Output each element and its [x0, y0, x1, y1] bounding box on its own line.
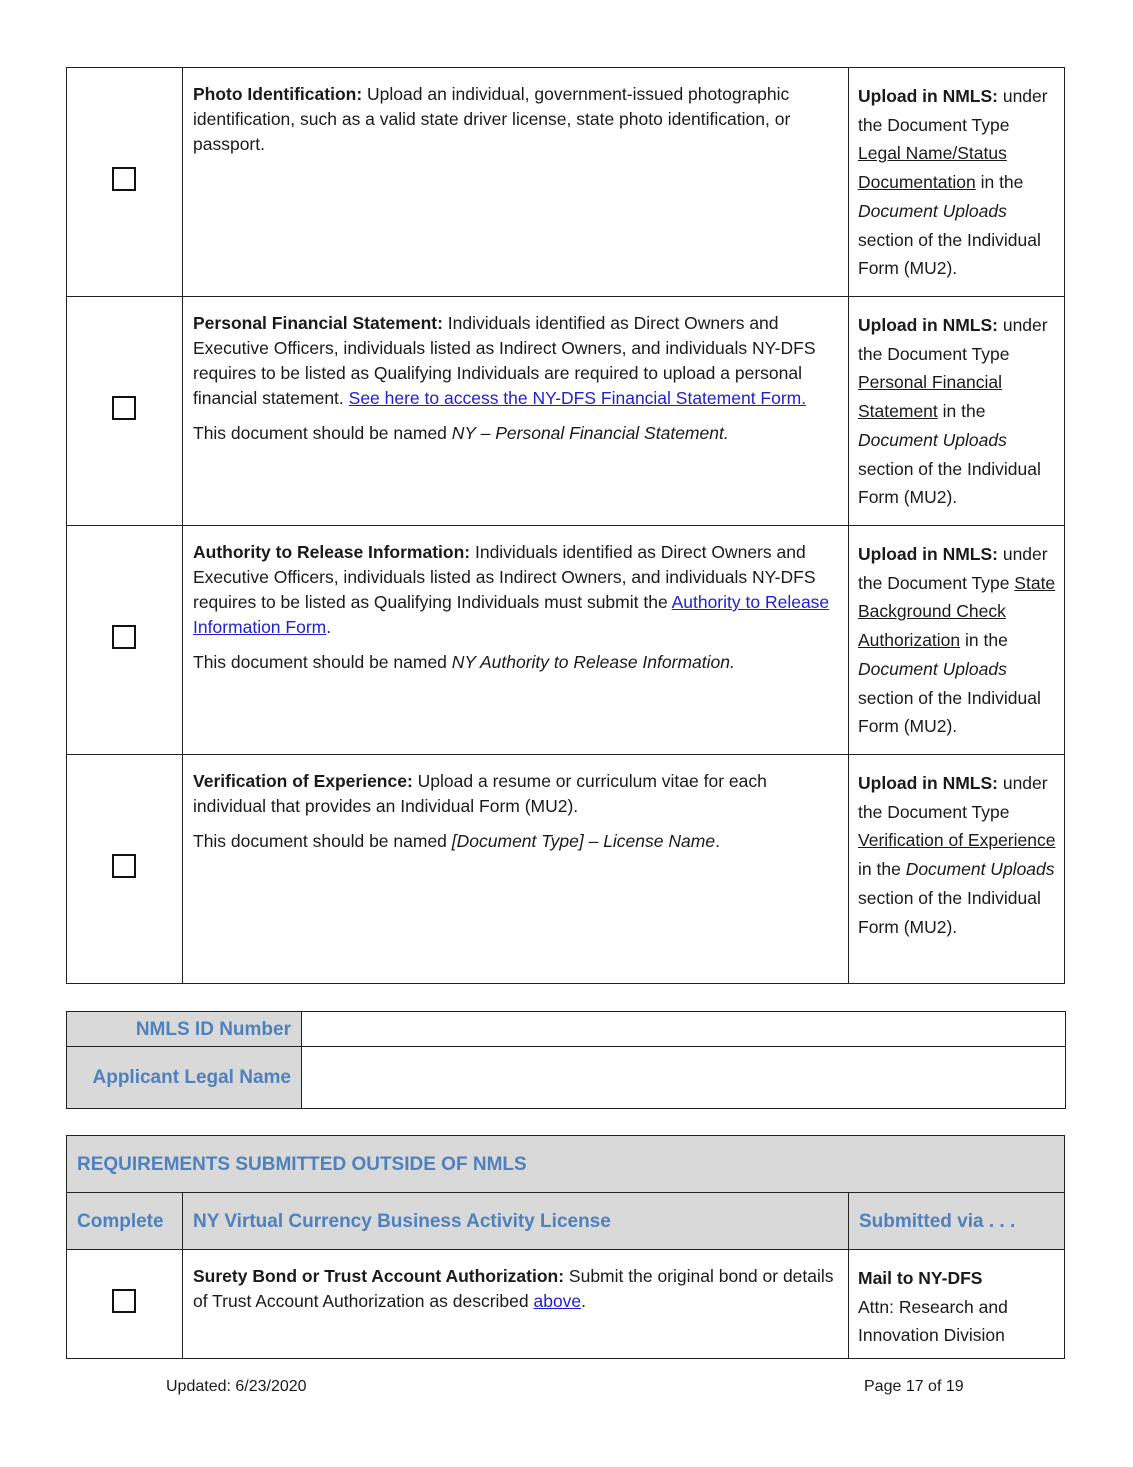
- column-header-license: NY Virtual Currency Business Activity License: [183, 1193, 849, 1250]
- authority-release-description: Authority to Release Information: Individuals identified as Direct Owners and Executive Officers, individuals listed as Indirect Owners, and individuals NY-DFS requires to be listed as Qualifying Individuals must submit the Authority to Release Information Form.: [193, 542, 830, 637]
- photo-id-description: Photo Identification: Upload an individual, government-issued photographic identification, such as a valid state driver license, state photo identification, or passport.: [193, 84, 791, 154]
- applicant-id-table: [66, 1011, 1066, 1109]
- authority-release-upload-instructions: Upload in NMLS: under the Document Type State Background Check Authorization in the Document Uploads section of the Individual Form (MU2).: [849, 526, 1065, 755]
- verification-experience-naming: This document should be named [Document Type] – License Name.: [193, 831, 720, 851]
- outside-requirements-table: [66, 1135, 1065, 1359]
- surety-bond-description: Surety Bond or Trust Account Authorization: Submit the original bond or details of Trust Account Authorization as described above.: [193, 1266, 834, 1311]
- photo-id-upload-instructions: Upload in NMLS: under the Document Type Legal Name/Status Documentation in the Document Uploads section of the Individual Form (MU2).: [849, 68, 1065, 297]
- nmls-id-field[interactable]: [302, 1012, 1066, 1047]
- requirement-row-photo-id: [67, 68, 1065, 297]
- requirement-row-verification-experience: [67, 755, 1065, 984]
- page-number: Page 17 of 19: [864, 1378, 964, 1395]
- requirement-row-financial-statement: [67, 297, 1065, 526]
- nmls-id-label: NMLS ID Number: [67, 1012, 302, 1047]
- doc-type-verification-experience: Verification of Experience: [858, 830, 1056, 851]
- requirement-row-authority-release: [67, 526, 1065, 755]
- surety-bond-submission-method: Mail to NY-DFS Attn: Research and Innovation Division: [849, 1250, 1065, 1359]
- outside-requirements-title: REQUIREMENTS SUBMITTED OUTSIDE OF NMLS: [67, 1136, 1065, 1193]
- verification-experience-description: Verification of Experience: Upload a resume or curriculum vitae for each individual that provides an Individual Form (MU2).: [193, 771, 767, 816]
- doc-type-background-check: State Background Check Authorization: [858, 572, 1056, 651]
- above-link[interactable]: above: [533, 1291, 582, 1311]
- applicant-legal-name-field[interactable]: [302, 1047, 1066, 1109]
- authority-release-naming: This document should be named NY Authority to Release Information.: [193, 652, 735, 672]
- financial-statement-checkbox[interactable]: [112, 396, 136, 420]
- column-header-submitted-via: Submitted via . . .: [849, 1193, 1065, 1250]
- applicant-legal-name-label: Applicant Legal Name: [67, 1047, 302, 1109]
- updated-date: Updated: 6/23/2020: [166, 1378, 307, 1395]
- financial-statement-upload-instructions: Upload in NMLS: under the Document Type Personal Financial Statement in the Document Uploads section of the Individual Form (MU2).: [849, 297, 1065, 526]
- surety-bond-checkbox[interactable]: [112, 1289, 136, 1313]
- financial-statement-form-link[interactable]: See here to access the NY-DFS Financial Statement Form.: [348, 388, 807, 408]
- authority-release-checkbox[interactable]: [112, 625, 136, 649]
- verification-experience-checkbox[interactable]: [112, 854, 136, 878]
- photo-id-checkbox[interactable]: [112, 167, 136, 191]
- authority-release-form-link[interactable]: Authority to Release Information Form: [193, 592, 830, 637]
- document-upload-table: [66, 67, 1065, 984]
- financial-statement-description: Personal Financial Statement: Individuals identified as Direct Owners and Executive Officers, individuals listed as Indirect Owners, and individuals NY-DFS requires to be listed as Qualifying Individuals are required to upload a personal financial statement. See here to access the NY-DFS Financial Statement Form.: [193, 313, 816, 408]
- column-header-complete: Complete: [67, 1193, 183, 1250]
- requirement-row-surety-bond: [67, 1250, 1065, 1359]
- financial-statement-naming: This document should be named NY – Personal Financial Statement.: [193, 423, 729, 443]
- doc-type-financial-statement: Personal Financial Statement: [858, 372, 1002, 422]
- verification-experience-upload-instructions: Upload in NMLS: under the Document Type Verification of Experience in the Document Uploads section of the Individual Form (MU2).: [849, 755, 1065, 984]
- doc-type-legal-name: Legal Name/Status Documentation: [858, 143, 1007, 193]
